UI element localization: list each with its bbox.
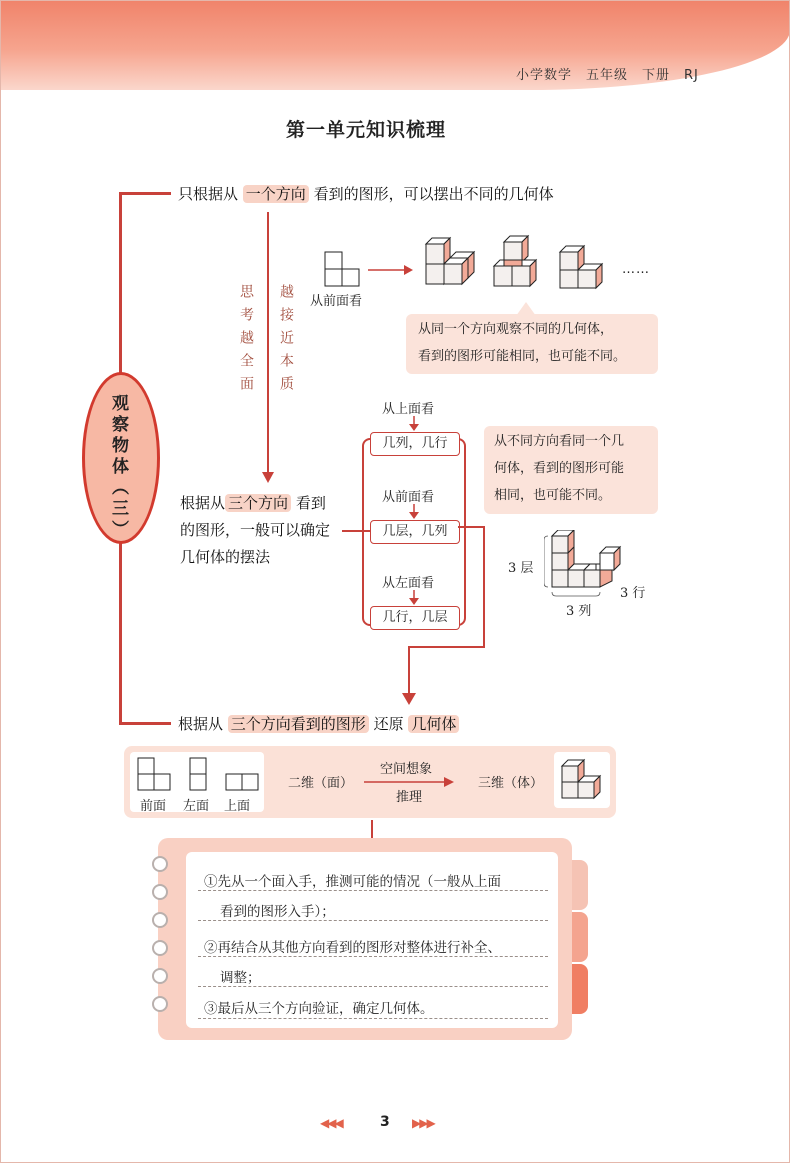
arrow-to-solids xyxy=(368,264,414,276)
rule-5 xyxy=(198,1018,548,1019)
ring-4 xyxy=(152,940,168,956)
solid-figure-2 xyxy=(490,234,550,288)
front-view-shape xyxy=(324,251,364,287)
ring-6 xyxy=(152,996,168,1012)
step1-line1: ①先从一个面入手，推测可能的情况（一般从上面 xyxy=(204,874,501,890)
ring-1 xyxy=(152,856,168,872)
step2-line1: ②再结合从其他方向看到的图形对整体进行补全、 xyxy=(204,940,501,956)
solid-figure-3x3 xyxy=(544,530,628,600)
highlight-one-direction: 一个方向 xyxy=(243,185,309,203)
page-number: 3 xyxy=(380,1114,390,1130)
solid-figure-3 xyxy=(556,244,606,290)
rule-3 xyxy=(198,956,548,957)
left-view-result: 几行，几层 xyxy=(370,606,460,630)
front-view-label: 从前面看 xyxy=(310,294,363,309)
top-view-arrow xyxy=(408,416,420,432)
highlight-three-view-shapes: 三个方向看到的图形 xyxy=(228,715,369,733)
top-view-label: 从上面看 xyxy=(382,402,435,417)
rule-4 xyxy=(198,986,548,987)
front-view-result: 几层，几列 xyxy=(370,520,460,544)
front-view-arrow xyxy=(408,504,420,520)
label-layers: 3 层 xyxy=(508,561,534,576)
label-columns: 3 列 xyxy=(566,604,592,619)
front-view-label-2: 从前面看 xyxy=(382,490,435,505)
step1-line2: 看到的图形入手）； xyxy=(220,904,335,920)
highlight-three-directions: 三个方向 xyxy=(225,494,291,512)
vertical-arrow-line xyxy=(267,212,269,474)
panel-solid-figure xyxy=(560,758,606,802)
arrow-bottom-label: 推理 xyxy=(396,790,423,805)
two-d-label: 二维（面） xyxy=(288,776,354,791)
solid-figure-1 xyxy=(422,236,482,288)
three-views-shapes xyxy=(136,756,264,792)
panel-connector xyxy=(371,820,373,838)
vertical-text-left: 思考越全面 xyxy=(238,284,254,399)
topic-label: 观察物体（三） xyxy=(108,394,128,541)
view-label-front: 前面 xyxy=(140,799,167,814)
ring-5 xyxy=(152,968,168,984)
view-label-left: 左面 xyxy=(183,799,210,814)
mindmap-branch-top xyxy=(119,192,171,195)
left-view-label: 从左面看 xyxy=(382,576,435,591)
ring-2 xyxy=(152,884,168,900)
step3-line1: ③最后从三个方向验证，确定几何体。 xyxy=(204,1001,434,1017)
label-rows: 3 行 xyxy=(620,586,646,601)
rule-2 xyxy=(198,920,548,921)
ellipsis: …… xyxy=(622,262,650,277)
ring-3 xyxy=(152,912,168,928)
branch1-text: 只根据从 一个方向 看到的图形，可以摆出不同的几何体 xyxy=(178,185,554,203)
book-header: 小学数学 五年级 下册 RJ xyxy=(516,68,699,83)
vertical-text-right: 越接近本质 xyxy=(278,284,294,399)
highlight-solid: 几何体 xyxy=(408,715,459,733)
view-label-top: 上面 xyxy=(224,799,251,814)
three-d-label: 三维（体） xyxy=(478,776,544,791)
note-different-directions: 从不同方向看同一个几 何体，看到的图形可能 相同，也可能不同。 xyxy=(484,426,658,514)
rule-1 xyxy=(198,890,548,891)
branch2-text: 根据从 三个方向 看到 的图形，一般可以确定 几何体的摆法 xyxy=(180,494,331,566)
views-to-restore-connector xyxy=(400,525,490,707)
note-same-direction: 从同一个方向观察不同的几何体， 看到的图形可能相同，也可能不同。 xyxy=(406,314,658,374)
note1-pointer xyxy=(516,302,536,316)
mindmap-branch-bottom xyxy=(119,722,171,725)
branch3-text: 根据从 三个方向看到的图形 还原 几何体 xyxy=(178,713,459,734)
step2-line2: 调整； xyxy=(220,970,261,986)
page-title: 第一单元知识梳理 xyxy=(286,119,447,141)
arrow-top-label: 空间想象 xyxy=(380,762,433,777)
prev-arrows-icon: ◀◀◀ xyxy=(320,1116,342,1130)
vertical-arrow-head xyxy=(261,470,275,484)
next-arrows-icon: ▶▶▶ xyxy=(412,1116,434,1130)
top-view-result: 几列，几行 xyxy=(370,432,460,456)
